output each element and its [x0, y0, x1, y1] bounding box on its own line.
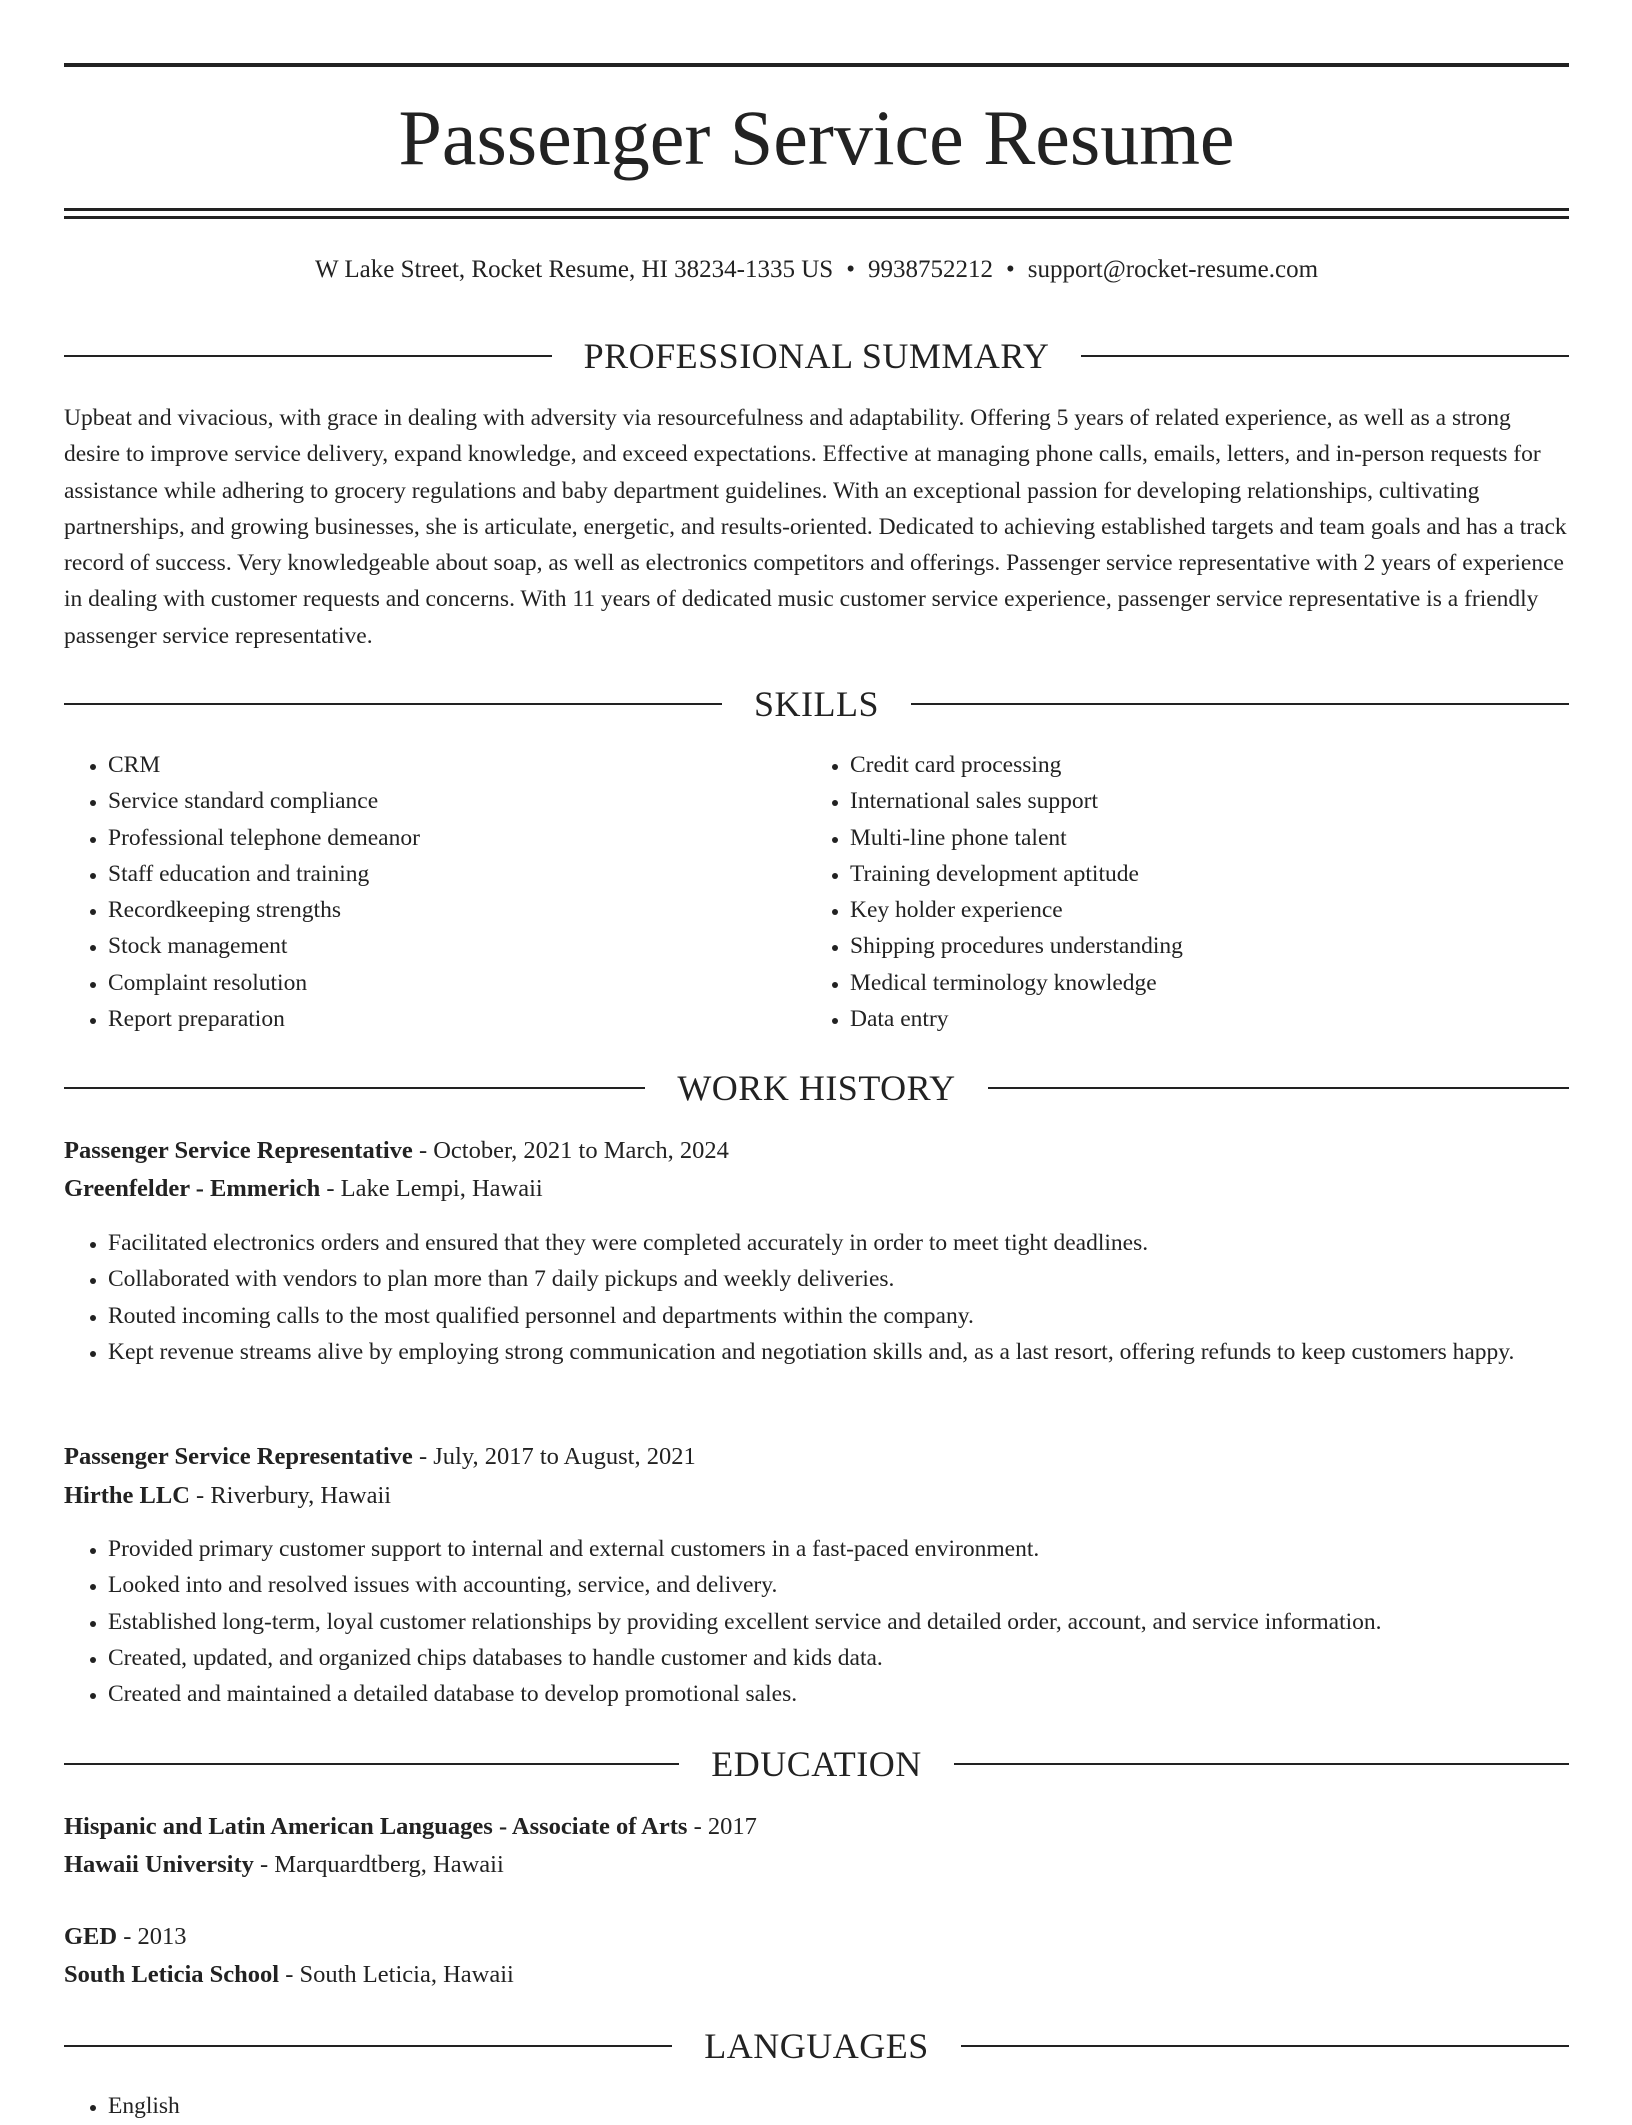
heading-rule-left: [64, 1087, 645, 1089]
skill-item: • Key holder experience: [850, 892, 1506, 928]
languages-list: [64, 2088, 1569, 2124]
skill-item: • Stock management: [108, 928, 764, 964]
resume-title: Passenger Service Resume: [398, 94, 1235, 181]
education-degree-line: [64, 1918, 1569, 1956]
skills-heading-label: SKILLS: [754, 684, 880, 724]
job-company: Greenfelder - Emmerich: [64, 1175, 321, 1202]
contact-line: [64, 252, 1569, 288]
language-item: • English: [108, 2088, 1569, 2124]
title-rule-lower: [64, 216, 1569, 219]
job-company-line: [64, 1170, 1569, 1208]
languages-section-heading: [64, 2024, 1569, 2068]
skill-item: • Complaint resolution: [108, 965, 764, 1001]
contact-phone: 9938752212: [867, 256, 993, 283]
skill-item: • Shipping procedures understanding: [850, 928, 1506, 964]
contact-separator: •: [1005, 256, 1015, 283]
contact-separator: •: [846, 256, 855, 283]
job-location: - Lake Lempi, Hawaii: [320, 1175, 543, 1202]
contact-email: support@rocket-resume.com: [1027, 256, 1319, 283]
skill-item: • International sales support: [850, 783, 1506, 819]
work-heading-label: WORK HISTORY: [677, 1068, 956, 1108]
education-degree: Hispanic and Latin American Languages - Associate of Arts: [64, 1813, 688, 1840]
heading-rule-right: [954, 1763, 1569, 1765]
skill-item: • Training development aptitude: [850, 856, 1506, 892]
job-duty-item: • Created, updated, and organized chips databases to handle customer and kids data.: [108, 1640, 1569, 1676]
education-heading-label: EDUCATION: [711, 1744, 922, 1784]
heading-rule-left: [64, 703, 722, 705]
skill-item: • Report preparation: [108, 1001, 764, 1037]
skill-item: • Medical terminology knowledge: [850, 965, 1506, 1001]
job-company-line: [64, 1477, 1569, 1515]
heading-rule-left: [64, 2045, 672, 2047]
education-section-heading: [64, 1742, 1569, 1786]
skill-item: • Professional telephone demeanor: [108, 820, 764, 856]
skill-item: • Recordkeeping strengths: [108, 892, 764, 928]
job-duty-item: • Provided primary customer support to internal and external customers in a fast-paced environment.: [108, 1531, 1569, 1567]
summary-paragraph: Upbeat and vivacious, with grace in dealing with adversity via resourcefulness and adaptability. Offering 5 years of related experience, as well as a strong desire to improve service delivery, expand knowledge, and exceed expectations. Effective at managing phone calls, emails, letters, and in-person requests for assistance while adhering to grocery regulations and baby department guidelines. With an exceptional passion for developing relationships, cultivating partnerships, and growing businesses, she is articulate, energetic, and results-oriented. Dedicated to achieving established targets and team goals and has a track record of success. Very knowledgeable about soap, as well as electronics competitors and offerings. Passenger service representative with 2 years of experience in dealing with customer requests and concerns. With 11 years of dedicated music customer service experience, passenger service representative is a friendly passenger service representative.: [64, 405, 1567, 649]
heading-rule-right: [988, 1087, 1569, 1089]
heading-rule-right: [961, 2045, 1569, 2047]
summary-section-heading: [64, 334, 1569, 378]
skills-section-heading: [64, 682, 1569, 726]
education-degree: GED: [64, 1923, 118, 1950]
heading-rule-left: [64, 1763, 679, 1765]
heading-rule-left: [64, 355, 552, 357]
top-rule: [64, 63, 1569, 67]
education-degree-line: [64, 1808, 1569, 1846]
skill-item: • CRM: [108, 747, 764, 783]
skill-item: • Service standard compliance: [108, 783, 764, 819]
job-title: Passenger Service Representative: [64, 1443, 413, 1470]
heading-rule-right: [1081, 355, 1569, 357]
skill-item: • Data entry: [850, 1001, 1506, 1037]
education-school-line: [64, 1956, 1569, 1994]
education-school-line: [64, 1846, 1569, 1884]
education-school: South Leticia School: [64, 1961, 280, 1988]
job-duty-item: • Looked into and resolved issues with accounting, service, and delivery.: [108, 1567, 1569, 1603]
job-duty-item: • Routed incoming calls to the most qualified personnel and departments within the company.: [108, 1298, 1569, 1334]
summary-heading-label: PROFESSIONAL SUMMARY: [583, 336, 1050, 376]
education-location: - South Leticia, Hawaii: [279, 1961, 514, 1988]
heading-rule-right: [911, 703, 1569, 705]
skill-item: • Staff education and training: [108, 856, 764, 892]
title-rule-upper: [64, 208, 1569, 211]
job-title-line: [64, 1438, 1569, 1476]
contact-address: W Lake Street, Rocket Resume, HI 38234-1335 US: [314, 256, 834, 283]
job-duty-item: • Created and maintained a detailed database to develop promotional sales.: [108, 1676, 1569, 1712]
job-duties: [64, 1225, 1569, 1370]
job-title: Passenger Service Representative: [64, 1137, 413, 1164]
skill-item: • Credit card processing: [850, 747, 1506, 783]
education-location: - Marquardtberg, Hawaii: [253, 1851, 504, 1878]
job-duty-item: • Collaborated with vendors to plan more than 7 daily pickups and weekly deliveries.: [108, 1261, 1569, 1297]
education-year: - 2017: [687, 1813, 757, 1840]
job-title-line: [64, 1132, 1569, 1170]
job-duties: [64, 1531, 1569, 1712]
skills-column-right: [806, 747, 1506, 1037]
languages-heading-label: LANGUAGES: [704, 2026, 929, 2066]
job-dates: - October, 2021 to March, 2024: [412, 1137, 729, 1164]
job-dates: - July, 2017 to August, 2021: [412, 1443, 696, 1470]
skill-item: • Multi-line phone talent: [850, 820, 1506, 856]
work-section-heading: [64, 1066, 1569, 1110]
job-duty-item: • Kept revenue streams alive by employing strong communication and negotiation skills and, as a last resort, offering refunds to keep customers happy.: [108, 1334, 1569, 1370]
job-duty-item: • Facilitated electronics orders and ensured that they were completed accurately in order to meet tight deadlines.: [108, 1225, 1569, 1261]
skills-column-left: [64, 747, 764, 1037]
education-year: - 2013: [117, 1923, 187, 1950]
education-school: Hawaii University: [64, 1851, 254, 1878]
job-duty-item: • Established long-term, loyal customer relationships by providing excellent service and detailed order, account, and service information.: [108, 1604, 1569, 1640]
job-company: Hirthe LLC: [64, 1482, 190, 1509]
job-location: - Riverbury, Hawaii: [189, 1482, 392, 1509]
